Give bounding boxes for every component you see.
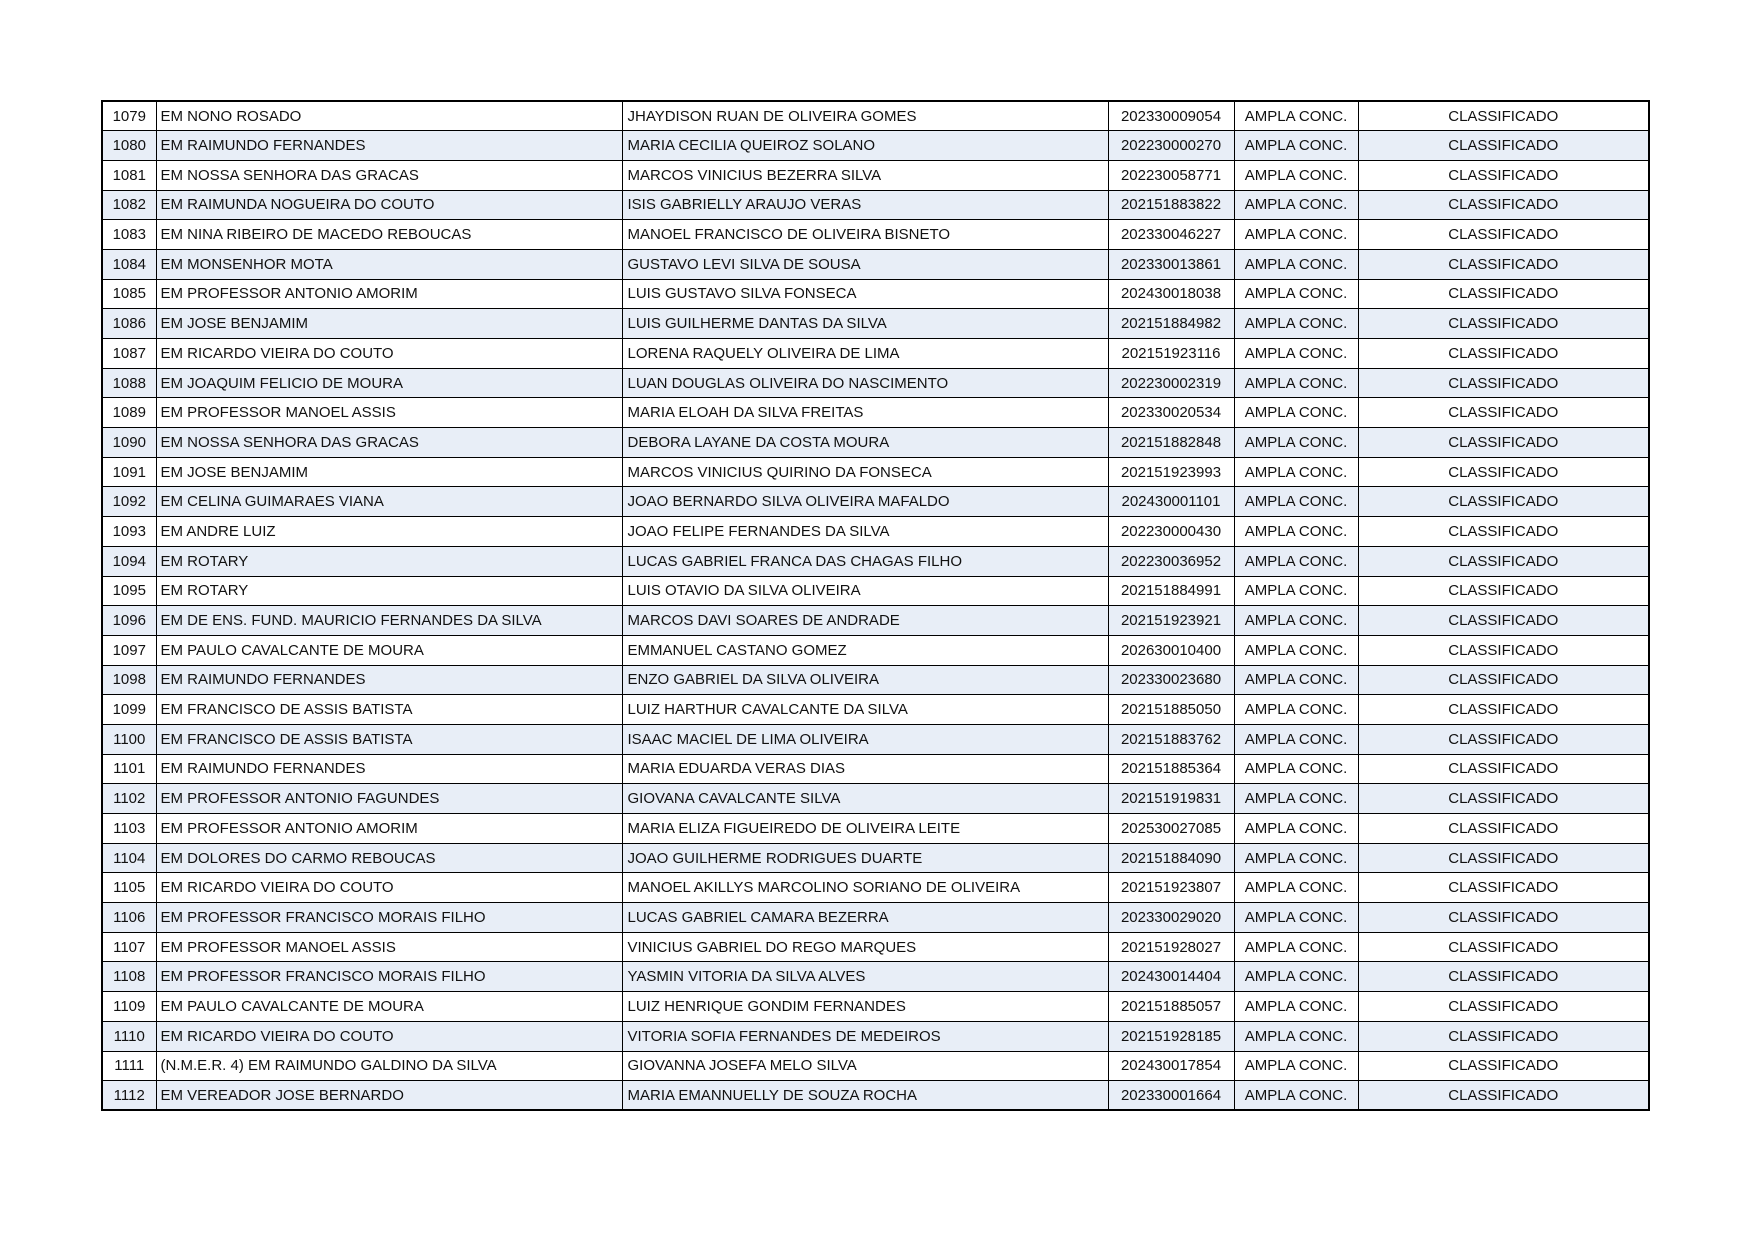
- status-cell: CLASSIFICADO: [1358, 160, 1649, 190]
- rank-cell: 1091: [102, 457, 156, 487]
- status-cell: CLASSIFICADO: [1358, 398, 1649, 428]
- table-row: [102, 1081, 1649, 1111]
- table-row: [102, 368, 1649, 398]
- table-row: [102, 992, 1649, 1022]
- table-body: [102, 101, 1649, 1110]
- rank-cell: 1095: [102, 576, 156, 606]
- table-row: [102, 160, 1649, 190]
- table-row: [102, 784, 1649, 814]
- status-cell: CLASSIFICADO: [1358, 962, 1649, 992]
- rank-cell: 1088: [102, 368, 156, 398]
- mode-cell: AMPLA CONC.: [1234, 428, 1358, 458]
- registration-cell: 202230002319: [1108, 368, 1234, 398]
- status-cell: CLASSIFICADO: [1358, 843, 1649, 873]
- school-cell: EM JOAQUIM FELICIO DE MOURA: [156, 368, 622, 398]
- school-cell: EM RAIMUNDA NOGUEIRA DO COUTO: [156, 190, 622, 220]
- school-cell: EM FRANCISCO DE ASSIS BATISTA: [156, 695, 622, 725]
- student-cell: MARCOS VINICIUS QUIRINO DA FONSECA: [622, 457, 1108, 487]
- mode-cell: AMPLA CONC.: [1234, 220, 1358, 250]
- student-cell: YASMIN VITORIA DA SILVA ALVES: [622, 962, 1108, 992]
- table-row: [102, 487, 1649, 517]
- rank-cell: 1106: [102, 903, 156, 933]
- status-cell: CLASSIFICADO: [1358, 279, 1649, 309]
- mode-cell: AMPLA CONC.: [1234, 724, 1358, 754]
- rank-cell: 1080: [102, 131, 156, 161]
- table-row: [102, 843, 1649, 873]
- rank-cell: 1103: [102, 814, 156, 844]
- student-cell: JOAO BERNARDO SILVA OLIVEIRA MAFALDO: [622, 487, 1108, 517]
- table-row: [102, 754, 1649, 784]
- mode-cell: AMPLA CONC.: [1234, 517, 1358, 547]
- school-cell: EM NOSSA SENHORA DAS GRACAS: [156, 160, 622, 190]
- mode-cell: AMPLA CONC.: [1234, 368, 1358, 398]
- mode-cell: AMPLA CONC.: [1234, 101, 1358, 131]
- registration-cell: 202230058771: [1108, 160, 1234, 190]
- registration-cell: 202230036952: [1108, 546, 1234, 576]
- school-cell: EM PROFESSOR MANOEL ASSIS: [156, 932, 622, 962]
- table-row: [102, 517, 1649, 547]
- student-cell: GIOVANNA JOSEFA MELO SILVA: [622, 1051, 1108, 1081]
- registration-cell: 202330029020: [1108, 903, 1234, 933]
- registration-cell: 202430018038: [1108, 279, 1234, 309]
- status-cell: CLASSIFICADO: [1358, 635, 1649, 665]
- student-cell: LUAN DOUGLAS OLIVEIRA DO NASCIMENTO: [622, 368, 1108, 398]
- rank-cell: 1097: [102, 635, 156, 665]
- registration-cell: 202151885050: [1108, 695, 1234, 725]
- mode-cell: AMPLA CONC.: [1234, 339, 1358, 369]
- school-cell: EM JOSE BENJAMIM: [156, 457, 622, 487]
- student-cell: EMMANUEL CASTANO GOMEZ: [622, 635, 1108, 665]
- school-cell: EM PROFESSOR MANOEL ASSIS: [156, 398, 622, 428]
- rank-cell: 1081: [102, 160, 156, 190]
- school-cell: EM ANDRE LUIZ: [156, 517, 622, 547]
- status-cell: CLASSIFICADO: [1358, 368, 1649, 398]
- student-cell: MANOEL AKILLYS MARCOLINO SORIANO DE OLIVEIRA: [622, 873, 1108, 903]
- student-cell: MARIA ELIZA FIGUEIREDO DE OLIVEIRA LEITE: [622, 814, 1108, 844]
- table-row: [102, 665, 1649, 695]
- registration-cell: 202430017854: [1108, 1051, 1234, 1081]
- rank-cell: 1082: [102, 190, 156, 220]
- registration-cell: 202330023680: [1108, 665, 1234, 695]
- school-cell: EM RAIMUNDO FERNANDES: [156, 665, 622, 695]
- rank-cell: 1108: [102, 962, 156, 992]
- status-cell: CLASSIFICADO: [1358, 101, 1649, 131]
- rank-cell: 1094: [102, 546, 156, 576]
- school-cell: EM NOSSA SENHORA DAS GRACAS: [156, 428, 622, 458]
- mode-cell: AMPLA CONC.: [1234, 843, 1358, 873]
- mode-cell: AMPLA CONC.: [1234, 635, 1358, 665]
- table-row: [102, 398, 1649, 428]
- school-cell: EM RAIMUNDO FERNANDES: [156, 754, 622, 784]
- rank-cell: 1079: [102, 101, 156, 131]
- mode-cell: AMPLA CONC.: [1234, 962, 1358, 992]
- rank-cell: 1101: [102, 754, 156, 784]
- school-cell: EM CELINA GUIMARAES VIANA: [156, 487, 622, 517]
- registration-cell: 202151884991: [1108, 576, 1234, 606]
- registration-cell: 202151883822: [1108, 190, 1234, 220]
- school-cell: EM PROFESSOR ANTONIO AMORIM: [156, 279, 622, 309]
- mode-cell: AMPLA CONC.: [1234, 606, 1358, 636]
- mode-cell: AMPLA CONC.: [1234, 903, 1358, 933]
- registration-cell: 202151919831: [1108, 784, 1234, 814]
- mode-cell: AMPLA CONC.: [1234, 160, 1358, 190]
- student-cell: LUCAS GABRIEL CAMARA BEZERRA: [622, 903, 1108, 933]
- mode-cell: AMPLA CONC.: [1234, 1021, 1358, 1051]
- mode-cell: AMPLA CONC.: [1234, 190, 1358, 220]
- student-cell: MARIA EMANNUELLY DE SOUZA ROCHA: [622, 1081, 1108, 1111]
- school-cell: EM RICARDO VIEIRA DO COUTO: [156, 873, 622, 903]
- table-row: [102, 606, 1649, 636]
- school-cell: EM RAIMUNDO FERNANDES: [156, 131, 622, 161]
- school-cell: EM RICARDO VIEIRA DO COUTO: [156, 1021, 622, 1051]
- registration-cell: 202151923993: [1108, 457, 1234, 487]
- registration-cell: 202330009054: [1108, 101, 1234, 131]
- mode-cell: AMPLA CONC.: [1234, 309, 1358, 339]
- student-cell: MANOEL FRANCISCO DE OLIVEIRA BISNETO: [622, 220, 1108, 250]
- rank-cell: 1084: [102, 249, 156, 279]
- status-cell: CLASSIFICADO: [1358, 695, 1649, 725]
- school-cell: EM VEREADOR JOSE BERNARDO: [156, 1081, 622, 1111]
- rank-cell: 1110: [102, 1021, 156, 1051]
- registration-cell: 202230000270: [1108, 131, 1234, 161]
- registration-cell: 202151923921: [1108, 606, 1234, 636]
- rank-cell: 1107: [102, 932, 156, 962]
- status-cell: CLASSIFICADO: [1358, 754, 1649, 784]
- registration-cell: 202151884090: [1108, 843, 1234, 873]
- table-row: [102, 546, 1649, 576]
- registration-cell: 202330001664: [1108, 1081, 1234, 1111]
- table-row: [102, 428, 1649, 458]
- registration-cell: 202630010400: [1108, 635, 1234, 665]
- mode-cell: AMPLA CONC.: [1234, 814, 1358, 844]
- mode-cell: AMPLA CONC.: [1234, 546, 1358, 576]
- student-cell: MARIA ELOAH DA SILVA FREITAS: [622, 398, 1108, 428]
- rank-cell: 1111: [102, 1051, 156, 1081]
- mode-cell: AMPLA CONC.: [1234, 576, 1358, 606]
- school-cell: EM DE ENS. FUND. MAURICIO FERNANDES DA SILVA: [156, 606, 622, 636]
- table-row: [102, 724, 1649, 754]
- registration-cell: 202151885057: [1108, 992, 1234, 1022]
- school-cell: EM PROFESSOR FRANCISCO MORAIS FILHO: [156, 903, 622, 933]
- table-row: [102, 101, 1649, 131]
- school-cell: EM ROTARY: [156, 546, 622, 576]
- school-cell: EM FRANCISCO DE ASSIS BATISTA: [156, 724, 622, 754]
- registration-cell: 202151883762: [1108, 724, 1234, 754]
- table-row: [102, 339, 1649, 369]
- rank-cell: 1096: [102, 606, 156, 636]
- registration-cell: 202151928027: [1108, 932, 1234, 962]
- status-cell: CLASSIFICADO: [1358, 339, 1649, 369]
- rank-cell: 1105: [102, 873, 156, 903]
- student-cell: LUIS GUSTAVO SILVA FONSECA: [622, 279, 1108, 309]
- table-row: [102, 635, 1649, 665]
- rank-cell: 1086: [102, 309, 156, 339]
- table-row: [102, 932, 1649, 962]
- school-cell: EM PROFESSOR ANTONIO FAGUNDES: [156, 784, 622, 814]
- rank-cell: 1102: [102, 784, 156, 814]
- rank-cell: 1099: [102, 695, 156, 725]
- table-row: [102, 131, 1649, 161]
- rank-cell: 1087: [102, 339, 156, 369]
- mode-cell: AMPLA CONC.: [1234, 665, 1358, 695]
- student-cell: LORENA RAQUELY OLIVEIRA DE LIMA: [622, 339, 1108, 369]
- registration-cell: 202530027085: [1108, 814, 1234, 844]
- table-row: [102, 309, 1649, 339]
- mode-cell: AMPLA CONC.: [1234, 1051, 1358, 1081]
- status-cell: CLASSIFICADO: [1358, 190, 1649, 220]
- registration-cell: 202330046227: [1108, 220, 1234, 250]
- student-cell: GIOVANA CAVALCANTE SILVA: [622, 784, 1108, 814]
- student-cell: LUCAS GABRIEL FRANCA DAS CHAGAS FILHO: [622, 546, 1108, 576]
- student-cell: VITORIA SOFIA FERNANDES DE MEDEIROS: [622, 1021, 1108, 1051]
- rank-cell: 1090: [102, 428, 156, 458]
- status-cell: CLASSIFICADO: [1358, 487, 1649, 517]
- mode-cell: AMPLA CONC.: [1234, 992, 1358, 1022]
- rank-cell: 1104: [102, 843, 156, 873]
- table-row: [102, 249, 1649, 279]
- rank-cell: 1083: [102, 220, 156, 250]
- rank-cell: 1098: [102, 665, 156, 695]
- status-cell: CLASSIFICADO: [1358, 457, 1649, 487]
- registration-cell: 202430014404: [1108, 962, 1234, 992]
- status-cell: CLASSIFICADO: [1358, 932, 1649, 962]
- student-cell: JHAYDISON RUAN DE OLIVEIRA GOMES: [622, 101, 1108, 131]
- table-row: [102, 279, 1649, 309]
- registration-cell: 202151884982: [1108, 309, 1234, 339]
- student-cell: LUIS OTAVIO DA SILVA OLIVEIRA: [622, 576, 1108, 606]
- registration-cell: 202151923116: [1108, 339, 1234, 369]
- table-row: [102, 814, 1649, 844]
- registration-cell: 202330020534: [1108, 398, 1234, 428]
- school-cell: EM JOSE BENJAMIM: [156, 309, 622, 339]
- status-cell: CLASSIFICADO: [1358, 1081, 1649, 1111]
- table-row: [102, 576, 1649, 606]
- school-cell: EM NINA RIBEIRO DE MACEDO REBOUCAS: [156, 220, 622, 250]
- status-cell: CLASSIFICADO: [1358, 992, 1649, 1022]
- mode-cell: AMPLA CONC.: [1234, 932, 1358, 962]
- status-cell: CLASSIFICADO: [1358, 903, 1649, 933]
- mode-cell: AMPLA CONC.: [1234, 131, 1358, 161]
- status-cell: CLASSIFICADO: [1358, 784, 1649, 814]
- school-cell: EM PAULO CAVALCANTE DE MOURA: [156, 635, 622, 665]
- status-cell: CLASSIFICADO: [1358, 546, 1649, 576]
- school-cell: EM RICARDO VIEIRA DO COUTO: [156, 339, 622, 369]
- student-cell: MARIA CECILIA QUEIROZ SOLANO: [622, 131, 1108, 161]
- registration-cell: 202151882848: [1108, 428, 1234, 458]
- status-cell: CLASSIFICADO: [1358, 517, 1649, 547]
- student-cell: LUIZ HARTHUR CAVALCANTE DA SILVA: [622, 695, 1108, 725]
- mode-cell: AMPLA CONC.: [1234, 279, 1358, 309]
- rank-cell: 1089: [102, 398, 156, 428]
- table-row: [102, 962, 1649, 992]
- registration-cell: 202151885364: [1108, 754, 1234, 784]
- mode-cell: AMPLA CONC.: [1234, 1081, 1358, 1111]
- mode-cell: AMPLA CONC.: [1234, 754, 1358, 784]
- table-row: [102, 190, 1649, 220]
- student-cell: MARCOS VINICIUS BEZERRA SILVA: [622, 160, 1108, 190]
- student-cell: ISAAC MACIEL DE LIMA OLIVEIRA: [622, 724, 1108, 754]
- status-cell: CLASSIFICADO: [1358, 873, 1649, 903]
- school-cell: (N.M.E.R. 4) EM RAIMUNDO GALDINO DA SILVA: [156, 1051, 622, 1081]
- status-cell: CLASSIFICADO: [1358, 606, 1649, 636]
- mode-cell: AMPLA CONC.: [1234, 398, 1358, 428]
- school-cell: EM ROTARY: [156, 576, 622, 606]
- rank-cell: 1109: [102, 992, 156, 1022]
- status-cell: CLASSIFICADO: [1358, 665, 1649, 695]
- rank-cell: 1093: [102, 517, 156, 547]
- table-row: [102, 695, 1649, 725]
- student-cell: JOAO GUILHERME RODRIGUES DUARTE: [622, 843, 1108, 873]
- school-cell: EM PAULO CAVALCANTE DE MOURA: [156, 992, 622, 1022]
- student-cell: MARCOS DAVI SOARES DE ANDRADE: [622, 606, 1108, 636]
- rank-cell: 1085: [102, 279, 156, 309]
- student-cell: VINICIUS GABRIEL DO REGO MARQUES: [622, 932, 1108, 962]
- registration-cell: 202330013861: [1108, 249, 1234, 279]
- status-cell: CLASSIFICADO: [1358, 309, 1649, 339]
- rank-cell: 1092: [102, 487, 156, 517]
- mode-cell: AMPLA CONC.: [1234, 784, 1358, 814]
- student-cell: DEBORA LAYANE DA COSTA MOURA: [622, 428, 1108, 458]
- status-cell: CLASSIFICADO: [1358, 814, 1649, 844]
- student-cell: ISIS GABRIELLY ARAUJO VERAS: [622, 190, 1108, 220]
- student-cell: ENZO GABRIEL DA SILVA OLIVEIRA: [622, 665, 1108, 695]
- registration-cell: 202230000430: [1108, 517, 1234, 547]
- table-row: [102, 1021, 1649, 1051]
- table-row: [102, 873, 1649, 903]
- table-row: [102, 457, 1649, 487]
- rank-cell: 1100: [102, 724, 156, 754]
- mode-cell: AMPLA CONC.: [1234, 695, 1358, 725]
- table-row: [102, 903, 1649, 933]
- registration-cell: 202430001101: [1108, 487, 1234, 517]
- student-cell: JOAO FELIPE FERNANDES DA SILVA: [622, 517, 1108, 547]
- mode-cell: AMPLA CONC.: [1234, 457, 1358, 487]
- status-cell: CLASSIFICADO: [1358, 1021, 1649, 1051]
- mode-cell: AMPLA CONC.: [1234, 487, 1358, 517]
- student-cell: MARIA EDUARDA VERAS DIAS: [622, 754, 1108, 784]
- school-cell: EM MONSENHOR MOTA: [156, 249, 622, 279]
- status-cell: CLASSIFICADO: [1358, 220, 1649, 250]
- mode-cell: AMPLA CONC.: [1234, 873, 1358, 903]
- student-cell: LUIS GUILHERME DANTAS DA SILVA: [622, 309, 1108, 339]
- school-cell: EM PROFESSOR FRANCISCO MORAIS FILHO: [156, 962, 622, 992]
- school-cell: EM PROFESSOR ANTONIO AMORIM: [156, 814, 622, 844]
- table-row: [102, 220, 1649, 250]
- registration-cell: 202151928185: [1108, 1021, 1234, 1051]
- status-cell: CLASSIFICADO: [1358, 249, 1649, 279]
- school-cell: EM NONO ROSADO: [156, 101, 622, 131]
- table-row: [102, 1051, 1649, 1081]
- classification-table: [101, 100, 1650, 1111]
- rank-cell: 1112: [102, 1081, 156, 1111]
- status-cell: CLASSIFICADO: [1358, 428, 1649, 458]
- student-cell: LUIZ HENRIQUE GONDIM FERNANDES: [622, 992, 1108, 1022]
- status-cell: CLASSIFICADO: [1358, 576, 1649, 606]
- registration-cell: 202151923807: [1108, 873, 1234, 903]
- status-cell: CLASSIFICADO: [1358, 724, 1649, 754]
- status-cell: CLASSIFICADO: [1358, 131, 1649, 161]
- school-cell: EM DOLORES DO CARMO REBOUCAS: [156, 843, 622, 873]
- student-cell: GUSTAVO LEVI SILVA DE SOUSA: [622, 249, 1108, 279]
- mode-cell: AMPLA CONC.: [1234, 249, 1358, 279]
- status-cell: CLASSIFICADO: [1358, 1051, 1649, 1081]
